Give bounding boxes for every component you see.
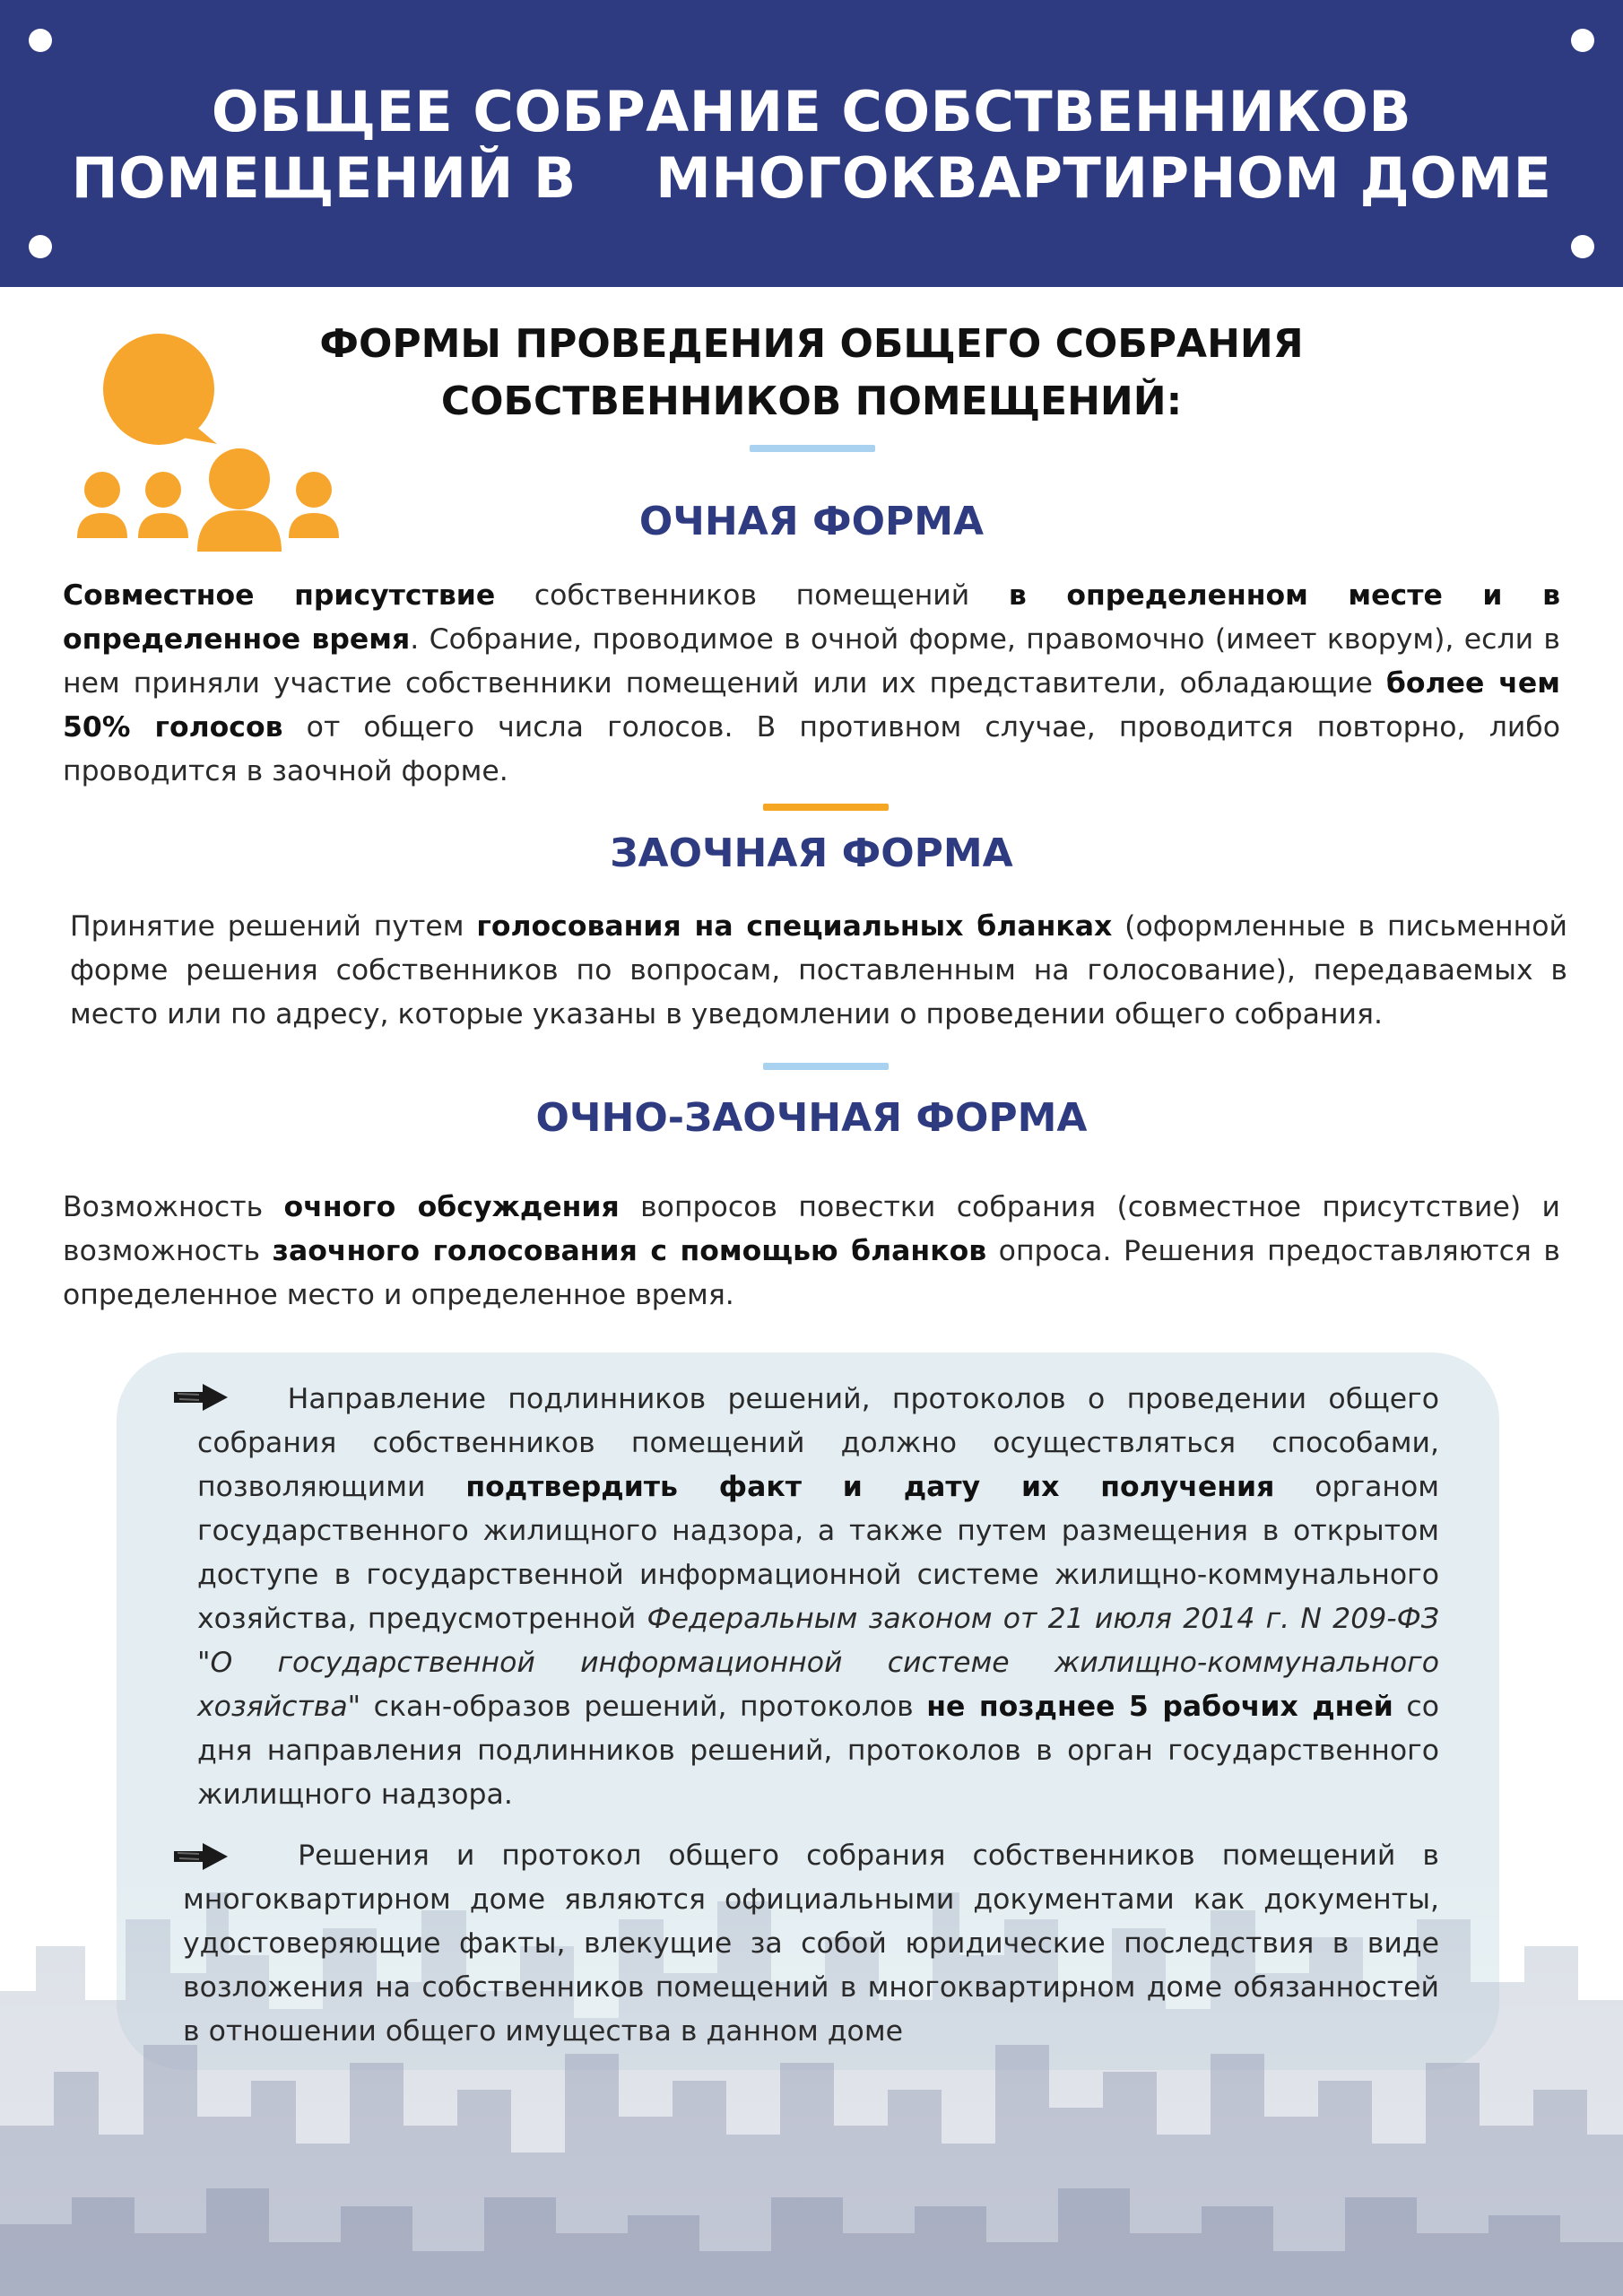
info-note-2 — [183, 1834, 1439, 2054]
page-title — [0, 79, 1623, 212]
bold-text-run: заочного голосования с помощью бланков — [272, 1235, 987, 1267]
section-title-ochno-zaochnaya: ОЧНО-ЗАОЧНАЯ ФОРМА — [535, 1095, 1088, 1141]
corner-dot — [29, 235, 52, 258]
bold-text-run: очного обсуждения — [283, 1191, 620, 1223]
divider-orange — [763, 804, 889, 811]
text-run: от общего числа голосов. В противном случае, проводится повторно, либо проводится в заочной форме. — [63, 711, 1560, 787]
text-run: собственников помещений — [495, 579, 1009, 612]
forms-heading-line-1: ФОРМЫ ПРОВЕДЕНИЯ ОБЩЕГО СОБРАНИЯ — [319, 321, 1304, 367]
text-run: Решения и протокол общего собрания собственников помещений в многоквартирном доме являются официальными документами как документы, удостоверяющие факты, влекущие за собой юридические последствия в виде возложения на собственников помещений в многоквартирном доме обязанностей в отношении общего имущества в данном доме — [183, 1839, 1439, 2048]
corner-dot — [1571, 235, 1594, 258]
text-run: Принятие решений путем — [70, 910, 477, 943]
forms-heading-line-2: СОБСТВЕННИКОВ ПОМЕЩЕНИЙ: — [440, 378, 1183, 424]
section-title-ochnaya: ОЧНАЯ ФОРМА — [638, 499, 985, 544]
section-text-zaochnaya — [70, 905, 1567, 1037]
text-run: Направление подлинников решений, протоколов о проведении общего собрания собственников помещений должно осуществляться способами, позволяющими — [197, 1383, 1439, 1503]
bold-text-run: в определенном месте и в определенное время — [63, 579, 1561, 656]
text-run: (оформленные в письменной форме решения собственников по вопросам, поставленным на голосование), передаваемых в место или по адресу, которые указаны в уведомлении о проведении общего собрания. — [70, 910, 1567, 1031]
corner-dot — [29, 29, 52, 52]
page-title-line-2: ПОМЕЩЕНИЙ В МНОГОКВАРТИРНОМ ДОМЕ — [71, 145, 1552, 211]
divider-light-blue — [750, 445, 875, 452]
italic-text-run: Федеральным законом от 21 июля 2014 г. N 209-ФЗ "О государственной информационной системе жилищно-коммунального хозяйства" — [197, 1603, 1439, 1723]
section-title-zaochnaya: ЗАОЧНАЯ ФОРМА — [610, 831, 1013, 876]
section-text-ochnaya — [63, 574, 1560, 794]
text-run: опроса. Решения предоставляются в определенное место и определенное время. — [63, 1235, 1560, 1311]
bold-text-run: Совместное присутствие — [63, 579, 496, 612]
bold-text-run: более чем 50% голосов — [63, 667, 1560, 744]
text-run: скан-образов решений, протоколов — [360, 1691, 927, 1723]
text-run: . Собрание, проводимое в очной форме, правомочно (имеет кворум), если в нем приняли участие собственники помещений или их представители, обладающие — [63, 623, 1560, 700]
corner-dot — [1571, 29, 1594, 52]
bold-text-run: голосования на специальных бланках — [476, 910, 1113, 943]
bold-text-run: не позднее 5 рабочих дней — [926, 1691, 1393, 1723]
text-run: Возможность — [63, 1191, 284, 1223]
header-banner — [0, 0, 1623, 287]
section-text-ochno-zaochnaya — [63, 1186, 1560, 1318]
bold-text-run: подтвердить факт и дату их получения — [465, 1471, 1275, 1503]
forms-heading — [269, 316, 1354, 430]
info-note-1 — [197, 1378, 1439, 1817]
text-run: вопросов повестки собрания (совместное присутствие) и возможность — [63, 1191, 1560, 1267]
divider-light-blue — [763, 1063, 889, 1070]
text-run: органом государственного жилищного надзора, а также путем размещения в открытом доступе в государственной информационной системе жилищно-коммунального хозяйства, предусмотренной — [197, 1471, 1440, 1635]
text-run: со дня направления подлинников решений, протоколов в орган государственного жилищного надзора. — [197, 1691, 1439, 1811]
page-title-line-1: ОБЩЕЕ СОБРАНИЕ СОБСТВЕННИКОВ — [211, 79, 1412, 144]
